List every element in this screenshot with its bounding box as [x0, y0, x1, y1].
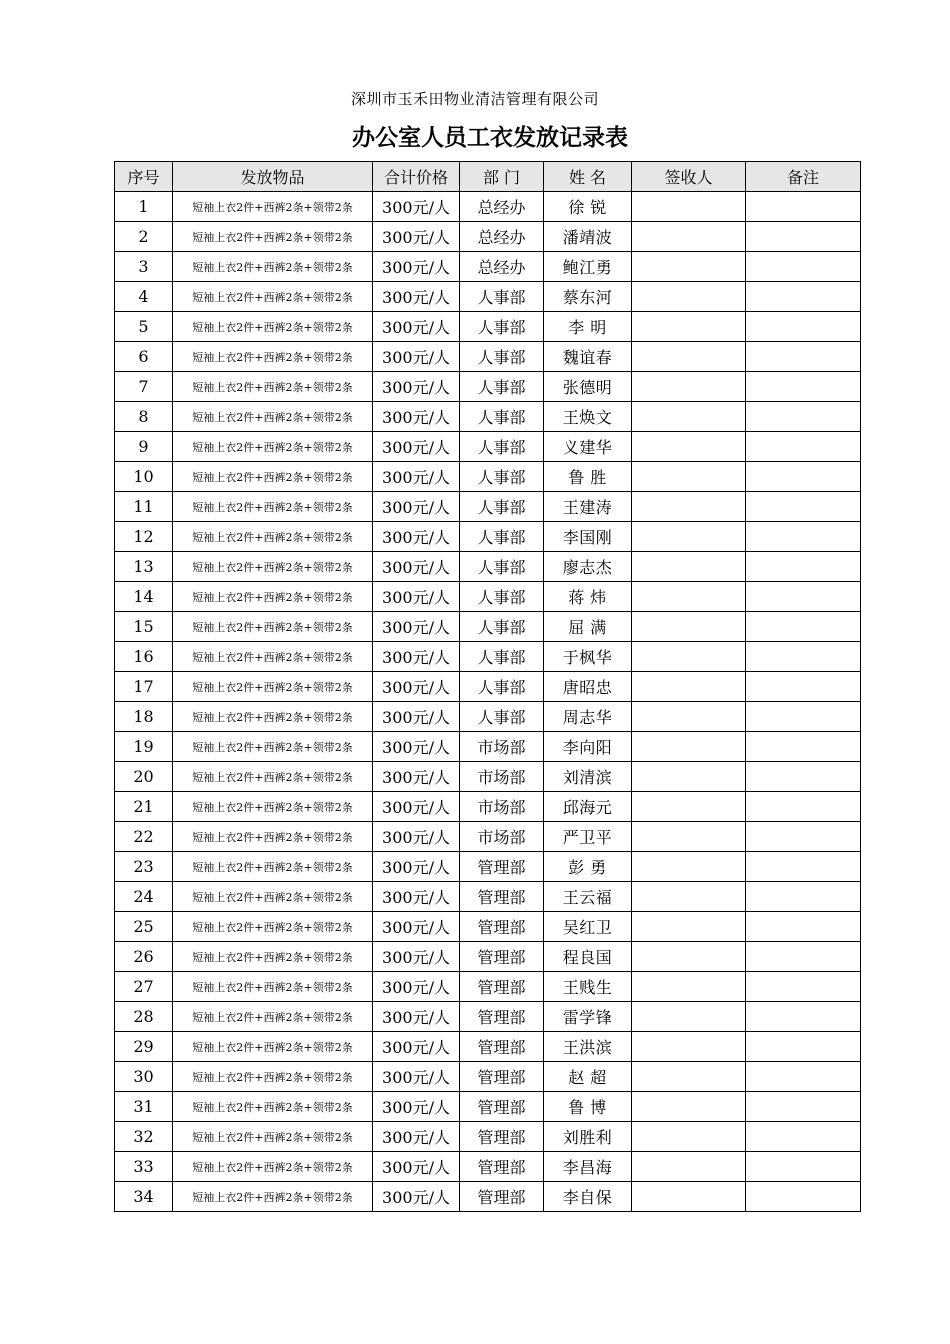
remarks-cell — [746, 672, 861, 702]
name-cell: 彭 勇 — [544, 852, 632, 882]
company-name: 深圳市玉禾田物业清洁管理有限公司 — [350, 90, 599, 108]
signature-cell — [632, 702, 746, 732]
remarks-cell — [746, 1002, 861, 1032]
row-number-cell: 26 — [115, 942, 173, 972]
items-cell: 短袖上衣2件+西裤2条+领带2条 — [173, 402, 373, 432]
row-number-cell: 17 — [115, 672, 173, 702]
price-cell: 300元/人 — [373, 792, 460, 822]
signature-cell — [632, 672, 746, 702]
header-cell: 签收人 — [632, 162, 746, 192]
items-cell: 短袖上衣2件+西裤2条+领带2条 — [173, 642, 373, 672]
price-cell: 300元/人 — [373, 582, 460, 612]
price-cell: 300元/人 — [373, 552, 460, 582]
table-row — [115, 762, 861, 792]
table-row — [115, 642, 861, 672]
remarks-cell — [746, 1092, 861, 1122]
name-cell: 程良国 — [544, 942, 632, 972]
name-cell: 赵 超 — [544, 1062, 632, 1092]
table-row — [115, 972, 861, 1002]
remarks-cell — [746, 1122, 861, 1152]
remarks-cell — [746, 432, 861, 462]
table-row — [115, 1122, 861, 1152]
row-number-cell: 14 — [115, 582, 173, 612]
signature-cell — [632, 582, 746, 612]
remarks-cell — [746, 882, 861, 912]
signature-cell — [632, 1092, 746, 1122]
remarks-cell — [746, 702, 861, 732]
remarks-cell — [746, 492, 861, 522]
price-cell: 300元/人 — [373, 222, 460, 252]
name-cell: 屈 满 — [544, 612, 632, 642]
remarks-cell — [746, 192, 861, 222]
remarks-cell — [746, 372, 861, 402]
table-body — [115, 192, 861, 1212]
department-cell: 管理部 — [460, 972, 544, 1002]
name-cell: 魏谊春 — [544, 342, 632, 372]
remarks-cell — [746, 462, 861, 492]
remarks-cell — [746, 252, 861, 282]
table-row — [115, 612, 861, 642]
name-cell: 李向阳 — [544, 732, 632, 762]
price-cell: 300元/人 — [373, 852, 460, 882]
row-number-cell: 27 — [115, 972, 173, 1002]
items-cell: 短袖上衣2件+西裤2条+领带2条 — [173, 1092, 373, 1122]
table-row — [115, 702, 861, 732]
name-cell: 刘胜利 — [544, 1122, 632, 1152]
table-row — [115, 342, 861, 372]
signature-cell — [632, 1122, 746, 1152]
price-cell: 300元/人 — [373, 912, 460, 942]
items-cell: 短袖上衣2件+西裤2条+领带2条 — [173, 1122, 373, 1152]
signature-cell — [632, 1182, 746, 1212]
signature-cell — [632, 552, 746, 582]
row-number-cell: 8 — [115, 402, 173, 432]
name-cell: 周志华 — [544, 702, 632, 732]
header-cell: 合计价格 — [373, 162, 460, 192]
table-row — [115, 312, 861, 342]
name-cell: 李昌海 — [544, 1152, 632, 1182]
remarks-cell — [746, 342, 861, 372]
row-number-cell: 5 — [115, 312, 173, 342]
table-row — [115, 852, 861, 882]
signature-cell — [632, 942, 746, 972]
remarks-cell — [746, 642, 861, 672]
row-number-cell: 6 — [115, 342, 173, 372]
price-cell: 300元/人 — [373, 942, 460, 972]
department-cell: 市场部 — [460, 792, 544, 822]
table-row — [115, 732, 861, 762]
name-cell: 王焕文 — [544, 402, 632, 432]
table-row — [115, 822, 861, 852]
distribution-record-table — [114, 161, 861, 1212]
items-cell: 短袖上衣2件+西裤2条+领带2条 — [173, 912, 373, 942]
price-cell: 300元/人 — [373, 732, 460, 762]
department-cell: 管理部 — [460, 1002, 544, 1032]
signature-cell — [632, 402, 746, 432]
price-cell: 300元/人 — [373, 642, 460, 672]
name-cell: 鲁 胜 — [544, 462, 632, 492]
name-cell: 王洪滨 — [544, 1032, 632, 1062]
signature-cell — [632, 222, 746, 252]
signature-cell — [632, 432, 746, 462]
items-cell: 短袖上衣2件+西裤2条+领带2条 — [173, 192, 373, 222]
remarks-cell — [746, 522, 861, 552]
items-cell: 短袖上衣2件+西裤2条+领带2条 — [173, 522, 373, 552]
department-cell: 人事部 — [460, 282, 544, 312]
table-row — [115, 942, 861, 972]
remarks-cell — [746, 972, 861, 1002]
name-cell: 王贱生 — [544, 972, 632, 1002]
price-cell: 300元/人 — [373, 282, 460, 312]
price-cell: 300元/人 — [373, 432, 460, 462]
row-number-cell: 30 — [115, 1062, 173, 1092]
department-cell: 人事部 — [460, 402, 544, 432]
department-cell: 人事部 — [460, 462, 544, 492]
name-cell: 蒋 炜 — [544, 582, 632, 612]
table-row — [115, 672, 861, 702]
price-cell: 300元/人 — [373, 822, 460, 852]
department-cell: 人事部 — [460, 552, 544, 582]
table-row — [115, 912, 861, 942]
signature-cell — [632, 312, 746, 342]
signature-cell — [632, 612, 746, 642]
row-number-cell: 15 — [115, 612, 173, 642]
department-cell: 人事部 — [460, 432, 544, 462]
department-cell: 管理部 — [460, 1092, 544, 1122]
price-cell: 300元/人 — [373, 762, 460, 792]
remarks-cell — [746, 792, 861, 822]
name-cell: 于枫华 — [544, 642, 632, 672]
row-number-cell: 32 — [115, 1122, 173, 1152]
items-cell: 短袖上衣2件+西裤2条+领带2条 — [173, 702, 373, 732]
items-cell: 短袖上衣2件+西裤2条+领带2条 — [173, 282, 373, 312]
department-cell: 总经办 — [460, 252, 544, 282]
table-row — [115, 1032, 861, 1062]
remarks-cell — [746, 1182, 861, 1212]
items-cell: 短袖上衣2件+西裤2条+领带2条 — [173, 342, 373, 372]
department-cell: 人事部 — [460, 492, 544, 522]
items-cell: 短袖上衣2件+西裤2条+领带2条 — [173, 882, 373, 912]
signature-cell — [632, 522, 746, 552]
signature-cell — [632, 462, 746, 492]
price-cell: 300元/人 — [373, 402, 460, 432]
items-cell: 短袖上衣2件+西裤2条+领带2条 — [173, 762, 373, 792]
items-cell: 短袖上衣2件+西裤2条+领带2条 — [173, 1002, 373, 1032]
name-cell: 雷学锋 — [544, 1002, 632, 1032]
price-cell: 300元/人 — [373, 1032, 460, 1062]
row-number-cell: 3 — [115, 252, 173, 282]
items-cell: 短袖上衣2件+西裤2条+领带2条 — [173, 942, 373, 972]
price-cell: 300元/人 — [373, 1122, 460, 1152]
signature-cell — [632, 972, 746, 1002]
signature-cell — [632, 792, 746, 822]
signature-cell — [632, 1062, 746, 1092]
name-cell: 李自保 — [544, 1182, 632, 1212]
items-cell: 短袖上衣2件+西裤2条+领带2条 — [173, 732, 373, 762]
table-row — [115, 402, 861, 432]
row-number-cell: 12 — [115, 522, 173, 552]
table-row — [115, 462, 861, 492]
signature-cell — [632, 912, 746, 942]
signature-cell — [632, 1152, 746, 1182]
department-cell: 管理部 — [460, 1152, 544, 1182]
department-cell: 人事部 — [460, 642, 544, 672]
name-cell: 李 明 — [544, 312, 632, 342]
signature-cell — [632, 492, 746, 522]
price-cell: 300元/人 — [373, 492, 460, 522]
row-number-cell: 10 — [115, 462, 173, 492]
header-cell: 部 门 — [460, 162, 544, 192]
items-cell: 短袖上衣2件+西裤2条+领带2条 — [173, 822, 373, 852]
items-cell: 短袖上衣2件+西裤2条+领带2条 — [173, 492, 373, 522]
department-cell: 人事部 — [460, 582, 544, 612]
department-cell: 市场部 — [460, 762, 544, 792]
name-cell: 唐昭忠 — [544, 672, 632, 702]
department-cell: 人事部 — [460, 312, 544, 342]
signature-cell — [632, 192, 746, 222]
row-number-cell: 2 — [115, 222, 173, 252]
name-cell: 王云福 — [544, 882, 632, 912]
table-row — [115, 222, 861, 252]
name-cell: 徐 锐 — [544, 192, 632, 222]
table-row — [115, 792, 861, 822]
items-cell: 短袖上衣2件+西裤2条+领带2条 — [173, 792, 373, 822]
row-number-cell: 25 — [115, 912, 173, 942]
items-cell: 短袖上衣2件+西裤2条+领带2条 — [173, 312, 373, 342]
items-cell: 短袖上衣2件+西裤2条+领带2条 — [173, 462, 373, 492]
signature-cell — [632, 852, 746, 882]
row-number-cell: 24 — [115, 882, 173, 912]
signature-cell — [632, 732, 746, 762]
table-row — [115, 1182, 861, 1212]
name-cell: 潘靖波 — [544, 222, 632, 252]
table-row — [115, 282, 861, 312]
signature-cell — [632, 282, 746, 312]
department-cell: 市场部 — [460, 732, 544, 762]
price-cell: 300元/人 — [373, 252, 460, 282]
header-cell: 备注 — [746, 162, 861, 192]
items-cell: 短袖上衣2件+西裤2条+领带2条 — [173, 582, 373, 612]
remarks-cell — [746, 1062, 861, 1092]
remarks-cell — [746, 612, 861, 642]
row-number-cell: 9 — [115, 432, 173, 462]
remarks-cell — [746, 1152, 861, 1182]
row-number-cell: 34 — [115, 1182, 173, 1212]
price-cell: 300元/人 — [373, 612, 460, 642]
row-number-cell: 13 — [115, 552, 173, 582]
row-number-cell: 20 — [115, 762, 173, 792]
row-number-cell: 1 — [115, 192, 173, 222]
price-cell: 300元/人 — [373, 192, 460, 222]
signature-cell — [632, 882, 746, 912]
table-row — [115, 1092, 861, 1122]
remarks-cell — [746, 402, 861, 432]
table-row — [115, 492, 861, 522]
table-row — [115, 1002, 861, 1032]
signature-cell — [632, 762, 746, 792]
signature-cell — [632, 1002, 746, 1032]
remarks-cell — [746, 762, 861, 792]
row-number-cell: 19 — [115, 732, 173, 762]
signature-cell — [632, 822, 746, 852]
remarks-cell — [746, 1032, 861, 1062]
department-cell: 管理部 — [460, 942, 544, 972]
price-cell: 300元/人 — [373, 372, 460, 402]
name-cell: 廖志杰 — [544, 552, 632, 582]
table-row — [115, 1062, 861, 1092]
table-row — [115, 372, 861, 402]
department-cell: 市场部 — [460, 822, 544, 852]
header-cell: 序号 — [115, 162, 173, 192]
name-cell: 鲁 博 — [544, 1092, 632, 1122]
remarks-cell — [746, 732, 861, 762]
table-row — [115, 252, 861, 282]
row-number-cell: 29 — [115, 1032, 173, 1062]
row-number-cell: 23 — [115, 852, 173, 882]
items-cell: 短袖上衣2件+西裤2条+领带2条 — [173, 372, 373, 402]
name-cell: 王建涛 — [544, 492, 632, 522]
remarks-cell — [746, 942, 861, 972]
signature-cell — [632, 642, 746, 672]
signature-cell — [632, 372, 746, 402]
name-cell: 张德明 — [544, 372, 632, 402]
name-cell: 蔡东河 — [544, 282, 632, 312]
remarks-cell — [746, 912, 861, 942]
department-cell: 管理部 — [460, 852, 544, 882]
remarks-cell — [746, 552, 861, 582]
department-cell: 管理部 — [460, 912, 544, 942]
department-cell: 人事部 — [460, 372, 544, 402]
items-cell: 短袖上衣2件+西裤2条+领带2条 — [173, 1032, 373, 1062]
items-cell: 短袖上衣2件+西裤2条+领带2条 — [173, 222, 373, 252]
price-cell: 300元/人 — [373, 522, 460, 552]
name-cell: 严卫平 — [544, 822, 632, 852]
remarks-cell — [746, 822, 861, 852]
row-number-cell: 31 — [115, 1092, 173, 1122]
price-cell: 300元/人 — [373, 1182, 460, 1212]
price-cell: 300元/人 — [373, 462, 460, 492]
table-header-row — [115, 162, 861, 192]
row-number-cell: 4 — [115, 282, 173, 312]
row-number-cell: 22 — [115, 822, 173, 852]
table-row — [115, 882, 861, 912]
row-number-cell: 18 — [115, 702, 173, 732]
row-number-cell: 28 — [115, 1002, 173, 1032]
name-cell: 义建华 — [544, 432, 632, 462]
header-cell: 姓 名 — [544, 162, 632, 192]
items-cell: 短袖上衣2件+西裤2条+领带2条 — [173, 432, 373, 462]
signature-cell — [632, 342, 746, 372]
department-cell: 管理部 — [460, 1032, 544, 1062]
row-number-cell: 11 — [115, 492, 173, 522]
table-row — [115, 192, 861, 222]
price-cell: 300元/人 — [373, 972, 460, 1002]
items-cell: 短袖上衣2件+西裤2条+领带2条 — [173, 672, 373, 702]
table-row — [115, 522, 861, 552]
department-cell: 人事部 — [460, 522, 544, 552]
department-cell: 人事部 — [460, 342, 544, 372]
department-cell: 管理部 — [460, 1182, 544, 1212]
department-cell: 管理部 — [460, 882, 544, 912]
table-row — [115, 1152, 861, 1182]
price-cell: 300元/人 — [373, 1002, 460, 1032]
items-cell: 短袖上衣2件+西裤2条+领带2条 — [173, 1182, 373, 1212]
row-number-cell: 7 — [115, 372, 173, 402]
department-cell: 总经办 — [460, 222, 544, 252]
price-cell: 300元/人 — [373, 1062, 460, 1092]
table-row — [115, 552, 861, 582]
remarks-cell — [746, 282, 861, 312]
department-cell: 管理部 — [460, 1122, 544, 1152]
row-number-cell: 21 — [115, 792, 173, 822]
remarks-cell — [746, 852, 861, 882]
signature-cell — [632, 252, 746, 282]
department-cell: 人事部 — [460, 612, 544, 642]
price-cell: 300元/人 — [373, 672, 460, 702]
department-cell: 人事部 — [460, 702, 544, 732]
header-cell: 发放物品 — [173, 162, 373, 192]
price-cell: 300元/人 — [373, 1152, 460, 1182]
name-cell: 邱海元 — [544, 792, 632, 822]
items-cell: 短袖上衣2件+西裤2条+领带2条 — [173, 612, 373, 642]
price-cell: 300元/人 — [373, 342, 460, 372]
price-cell: 300元/人 — [373, 702, 460, 732]
items-cell: 短袖上衣2件+西裤2条+领带2条 — [173, 1062, 373, 1092]
name-cell: 鲍江勇 — [544, 252, 632, 282]
signature-cell — [632, 1032, 746, 1062]
name-cell: 吴红卫 — [544, 912, 632, 942]
remarks-cell — [746, 312, 861, 342]
items-cell: 短袖上衣2件+西裤2条+领带2条 — [173, 1152, 373, 1182]
row-number-cell: 16 — [115, 642, 173, 672]
department-cell: 人事部 — [460, 672, 544, 702]
row-number-cell: 33 — [115, 1152, 173, 1182]
items-cell: 短袖上衣2件+西裤2条+领带2条 — [173, 972, 373, 1002]
remarks-cell — [746, 222, 861, 252]
items-cell: 短袖上衣2件+西裤2条+领带2条 — [173, 852, 373, 882]
remarks-cell — [746, 582, 861, 612]
department-cell: 总经办 — [460, 192, 544, 222]
table-row — [115, 582, 861, 612]
price-cell: 300元/人 — [373, 882, 460, 912]
name-cell: 刘清滨 — [544, 762, 632, 792]
table-row — [115, 432, 861, 462]
name-cell: 李国刚 — [544, 522, 632, 552]
document-title: 办公室人员工衣发放记录表 — [352, 125, 628, 151]
items-cell: 短袖上衣2件+西裤2条+领带2条 — [173, 552, 373, 582]
price-cell: 300元/人 — [373, 312, 460, 342]
department-cell: 管理部 — [460, 1062, 544, 1092]
items-cell: 短袖上衣2件+西裤2条+领带2条 — [173, 252, 373, 282]
price-cell: 300元/人 — [373, 1092, 460, 1122]
